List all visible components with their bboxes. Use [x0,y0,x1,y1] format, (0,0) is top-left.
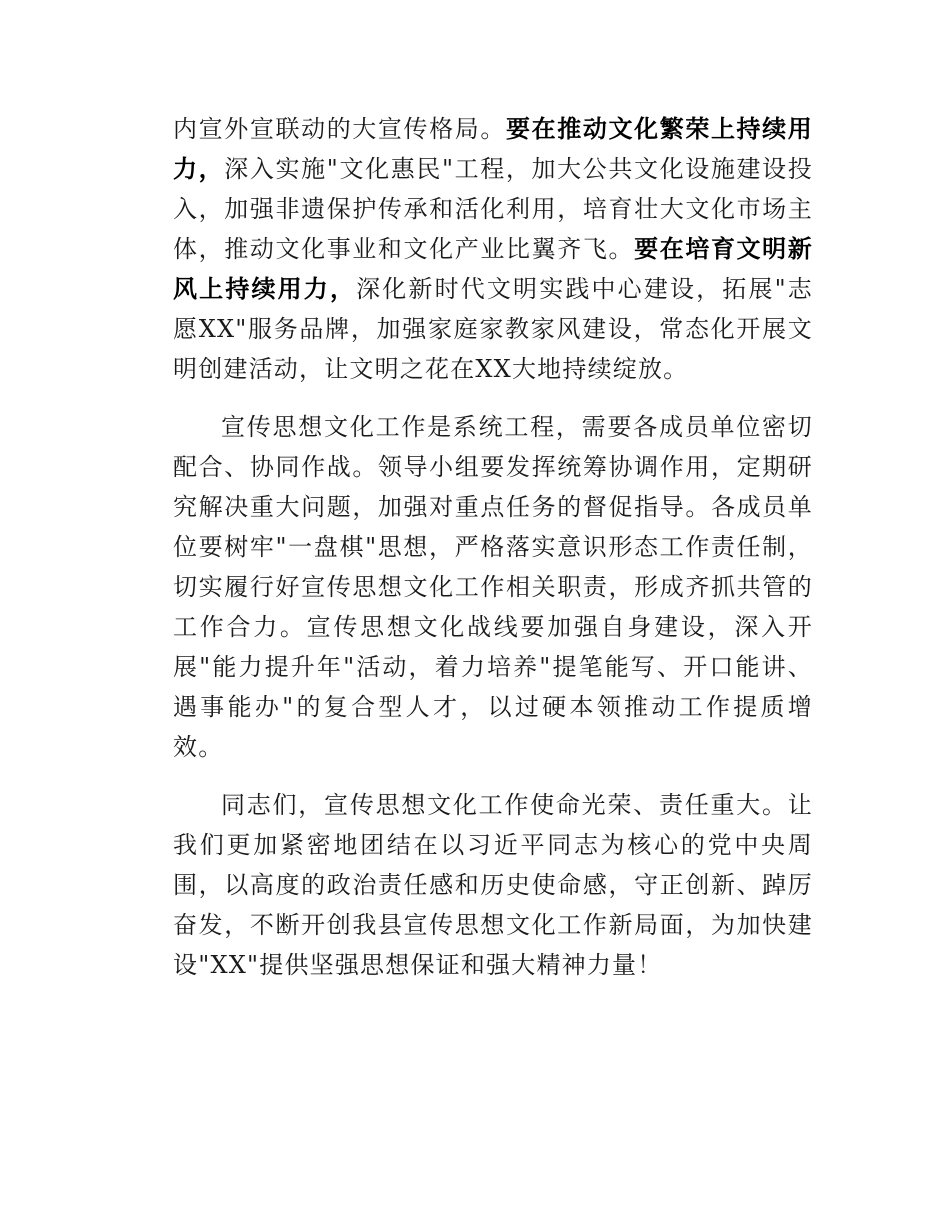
text-segment: 宣传思想文化工作是系统工程，需要各成员单位密切配合、协同作战。领导小组要发挥统筹协调作用，定期研究解决重大问题，加强对重点任务的督促指导。各成员单位要树牢"一盘棋"思想，严格落实意识形态工作责任制，切实履行好宣传思想文化工作相关职责，形成齐抓共管的工作合力。宣传思想文化战线要加强自身建设，深入开展"能力提升年"活动，着力培养"提笔能写、开口能讲、遇事能办"的复合型人才，以过硬本领推动工作提质增效。 [173,413,813,761]
document-body [173,109,813,1003]
text-segment: 内宣外宣联动的大宣传格局。 [173,115,507,143]
paragraph-3 [173,785,813,985]
paragraph-1 [173,109,813,389]
text-segment: 同志们，宣传思想文化工作使命光荣、责任重大。让我们更加紧密地团结在以习近平同志为核心的党中央周围，以高度的政治责任感和历史使命感，守正创新、踔厉奋发，不断开创我县宣传思想文化工作新局面，为加快建设"XX"提供坚强思想保证和强大精神力量！ [173,791,813,979]
bold-heading-civilization: 要在培育文明新风上持续用力， [173,235,813,303]
text-segment: 深入实施"文化惠民"工程，加大公共文化设施建设投入，加强非遗保护传承和活化利用，培育壮大文化市场主体，推动文化事业和文化产业比翼齐飞。 [173,155,813,263]
text-segment: 深化新时代文明实践中心建设，拓展"志愿XX"服务品牌，加强家庭家教家风建设，常态化开展文明创建活动，让文明之花在XX大地持续绽放。 [173,275,814,383]
bold-heading-culture-prosperity: 要在推动文化繁荣上持续用力， [173,115,813,183]
paragraph-2 [173,407,813,767]
